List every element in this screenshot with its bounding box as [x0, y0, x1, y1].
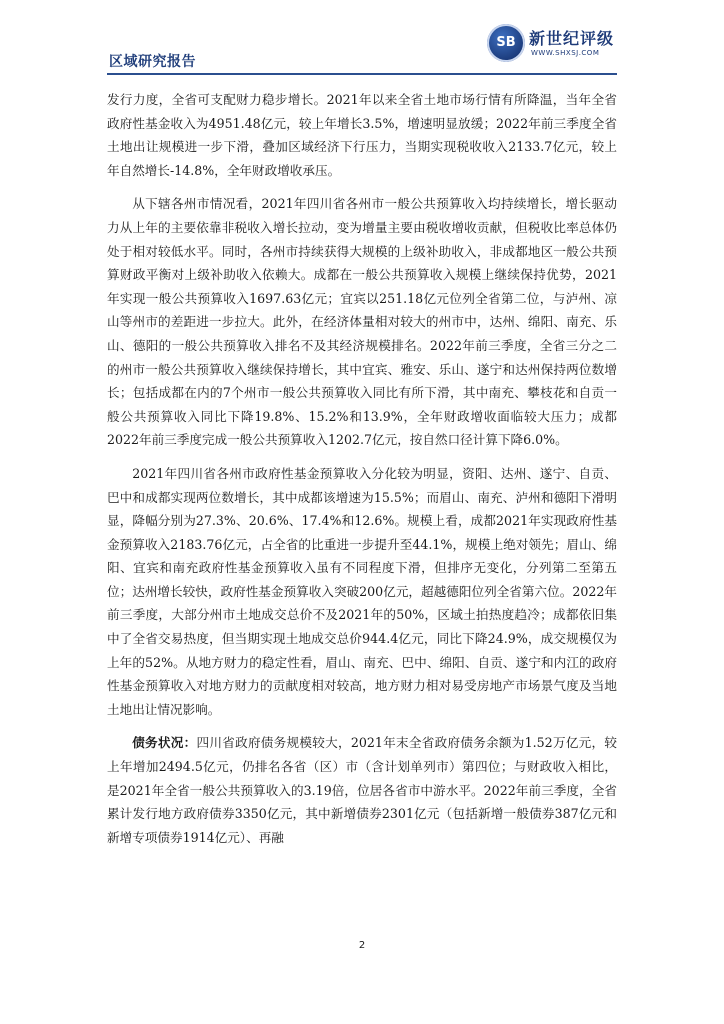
company-logo — [487, 24, 617, 68]
logo-url: WWW.SHXSJ.COM — [531, 49, 600, 57]
paragraph-fiscal-summary: 发行力度，全省可支配财力稳步增长。2021年以来全省土地市场行情有所降温，当年全省政府性基金收入为4951.48亿元，较上年增长3.5%，增速明显放缓；2022年前三季度全省土地出让规模进一步下滑，叠加区域经济下行压力，当期实现税收收入2133.7亿元，较上年自然增长-14.8%，全年财政增收承压。 — [107, 92, 617, 178]
logo-badge-icon — [487, 24, 525, 62]
logo-name: 新世纪评级 — [529, 29, 615, 48]
document-body — [107, 88, 617, 849]
header-divider — [107, 73, 617, 75]
page-header — [0, 0, 724, 80]
report-title: 区域研究报告 — [109, 54, 196, 70]
paragraph-debt-status — [107, 731, 617, 849]
paragraph-prefecture-budget: 从下辖各州市情况看，2021年四川省各州市一般公共预算收入均持续增长，增长驱动力从上年的主要依靠非税收入增长拉动，变为增量主要由税收增收贡献，但税收比率总体仍处于相对较低水平。同时，各州市持续获得大规模的上级补助收入，非成都地区一般公共预算财政平衡对上级补助收入依赖大。成都在一般公共预算收入规模上继续保持优势，2021年实现一般公共预算收入1697.63亿元；宜宾以251.18亿元位列全省第二位，与泸州、凉山等州市的差距进一步拉大。此外，在经济体量相对较大的州市中，达州、绵阳、南充、乐山、德阳的一般公共预算收入排名不及其经济规模排名。2022年前三季度，全省三分之二的州市一般公共预算收入继续保持增长，其中宜宾、雅安、乐山、遂宁和达州保持两位数增长；包括成都在内的7个州市一般公共预算收入同比有所下滑，其中南充、攀枝花和自贡一般公共预算收入同比下降19.8%、15.2%和13.9%，全年财政增收面临较大压力；成都2022年前三季度完成一般公共预算收入1202.7亿元，按自然口径计算下降6.0%。 — [107, 196, 617, 448]
logo-badge-text: SB — [496, 35, 516, 50]
debt-status-text: 四川省政府债务规模较大，2021年末全省政府债务余额为1.52万亿元，较上年增加2494.5亿元，仍排名各省（区）市（含计划单列市）第四位；与财政收入相比，是2021年全省一般公共预算收入的3.19倍，位居各省市中游水平。2022年前三季度，全省累计发行地方政府债券3350亿元，其中新增债券2301亿元（包括新增一般债券387亿元和新增专项债券1914亿元）、再融 — [107, 735, 617, 845]
paragraph-fund-budget: 2021年四川省各州市政府性基金预算收入分化较为明显，资阳、达州、遂宁、自贡、巴中和成都实现两位数增长，其中成都该增速为15.5%；而眉山、南充、泸州和德阳下滑明显，降幅分别为27.3%、20.6%、17.4%和12.6%。规模上看，成都2021年实现政府性基金预算收入2183.76亿元，占全省的比重进一步提升至44.1%，规模上绝对领先；眉山、绵阳、宜宾和南充政府性基金预算收入虽有不同程度下滑，但排序无变化，分列第二至第五位；达州增长较快，政府性基金预算收入突破200亿元，超越德阳位列全省第六位。2022年前三季度，大部分州市土地成交总价不及2021年的50%，区域土拍热度趋冷；成都依旧集中了全省交易热度，但当期实现土地成交总价944.4亿元，同比下降24.9%，成交规模仅为上年的52%。从地方财力的稳定性看，眉山、南充、巴中、绵阳、自贡、遂宁和内江的政府性基金预算收入对地方财力的贡献度相对较高，地方财力相对易受房地产市场景气度及当地土地出让情况影响。 — [107, 465, 617, 717]
debt-status-heading: 债务状况： — [132, 735, 197, 751]
page-number: 2 — [358, 940, 366, 951]
